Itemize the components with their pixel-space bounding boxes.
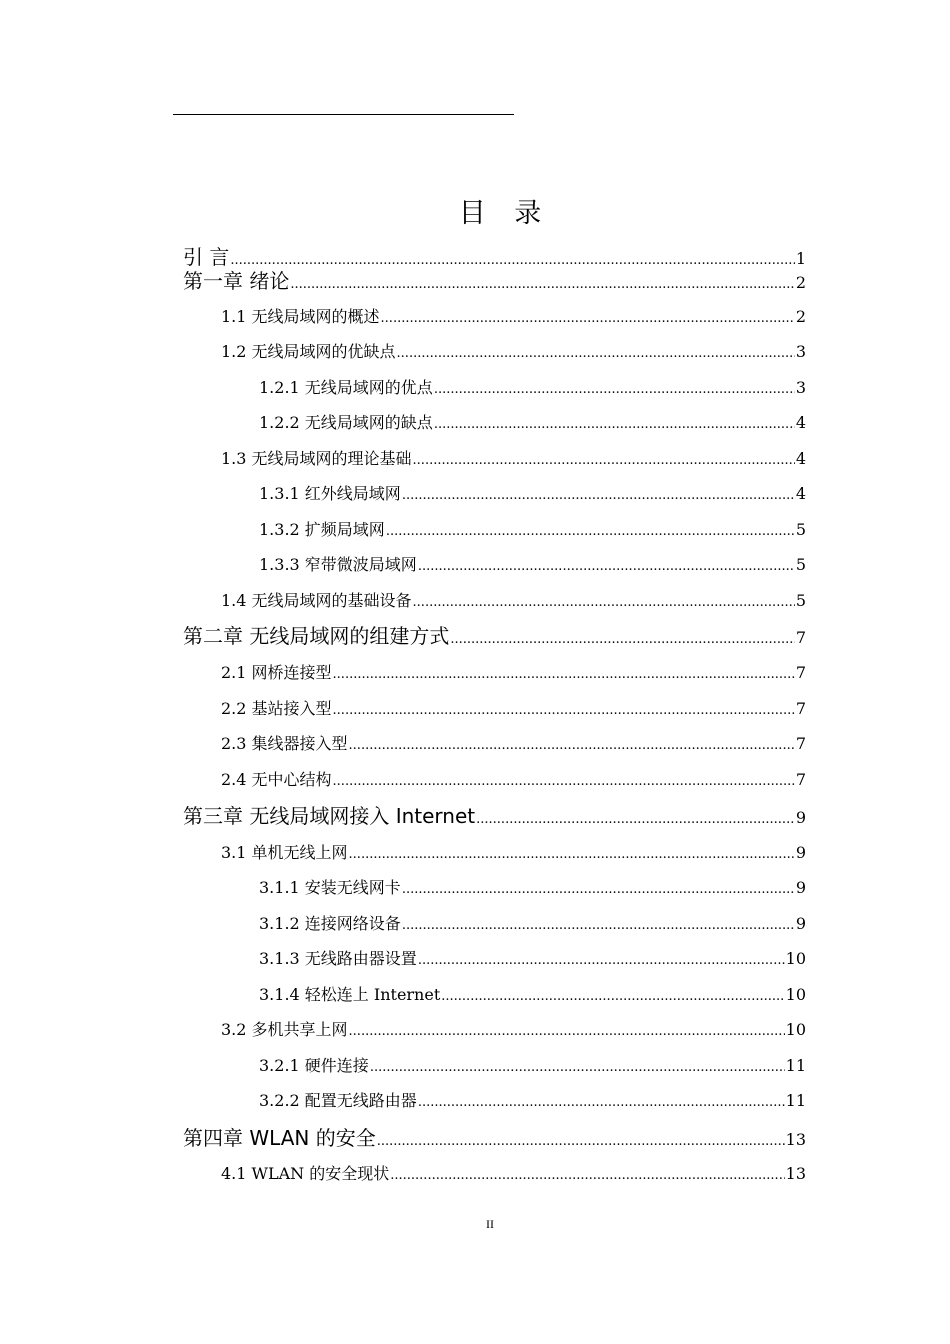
toc-entry-text: 2.4 无中心结构 bbox=[221, 770, 332, 789]
toc-entry[interactable] bbox=[259, 375, 806, 398]
toc-entry-text: 3.2.1 硬件连接 bbox=[259, 1056, 369, 1075]
toc-entry-page: 5 bbox=[795, 555, 806, 574]
toc-dot-leader bbox=[397, 346, 795, 361]
toc-dot-leader bbox=[377, 1134, 785, 1149]
toc-entry-page: 9 bbox=[795, 808, 806, 827]
toc-entry-text: 3.1.4 轻松连上 Internet bbox=[259, 985, 441, 1004]
page-number: II bbox=[486, 1217, 494, 1231]
toc-entry[interactable] bbox=[221, 588, 806, 611]
toc-entry-page: 11 bbox=[785, 1056, 806, 1075]
toc-entry-page: 4 bbox=[795, 413, 806, 432]
toc-entry-page: 7 bbox=[795, 663, 806, 682]
toc-entry-page: 9 bbox=[795, 843, 806, 862]
toc-entry-text: 2.1 网桥连接型 bbox=[221, 663, 332, 682]
toc-dot-leader bbox=[390, 1168, 784, 1183]
toc-dot-leader bbox=[418, 1095, 785, 1110]
toc-dot-leader bbox=[386, 524, 795, 539]
toc-entry-text: 3.2.2 配置无线路由器 bbox=[259, 1091, 417, 1110]
toc-entry[interactable] bbox=[259, 946, 806, 969]
toc-entry-text: 3.1.1 安装无线网卡 bbox=[259, 878, 401, 897]
toc-entry-text: 1.3 无线局域网的理论基础 bbox=[221, 449, 412, 468]
toc-dot-leader bbox=[434, 417, 795, 432]
toc-entry-text: 4.1 WLAN 的安全现状 bbox=[221, 1164, 390, 1183]
toc-dot-leader bbox=[402, 488, 795, 503]
toc-entry[interactable] bbox=[183, 800, 806, 829]
toc-entry[interactable] bbox=[183, 265, 806, 294]
toc-entry[interactable] bbox=[183, 620, 806, 649]
toc-dot-leader bbox=[441, 989, 784, 1004]
toc-dot-leader bbox=[370, 1060, 785, 1075]
toc-entry-page: 7 bbox=[795, 628, 806, 647]
toc-entry-page: 4 bbox=[795, 449, 806, 468]
toc-dot-leader bbox=[333, 667, 795, 682]
toc-dot-leader bbox=[413, 595, 795, 610]
toc-dot-leader bbox=[349, 847, 795, 862]
toc-entry[interactable] bbox=[221, 767, 806, 790]
toc-title: 目 录 bbox=[458, 198, 552, 229]
toc-dot-leader bbox=[333, 703, 795, 718]
toc-entry[interactable] bbox=[259, 410, 806, 433]
toc-entry[interactable] bbox=[221, 304, 806, 327]
toc-entry-text: 1.3.2 扩频局域网 bbox=[259, 520, 385, 539]
toc-entry-text: 1.2.2 无线局域网的缺点 bbox=[259, 413, 433, 432]
toc-entry[interactable] bbox=[259, 481, 806, 504]
toc-entry[interactable] bbox=[183, 1122, 806, 1151]
toc-entry-page: 5 bbox=[795, 591, 806, 610]
toc-entry-text: 第四章 WLAN 的安全 bbox=[183, 1126, 376, 1150]
toc-entry-page: 3 bbox=[795, 378, 806, 397]
toc-entry[interactable] bbox=[221, 731, 806, 754]
toc-entry-text: 3.1 单机无线上网 bbox=[221, 843, 348, 862]
toc-entry-page: 7 bbox=[795, 770, 806, 789]
toc-entry-text: 1.3.1 红外线局域网 bbox=[259, 484, 401, 503]
toc-entry-text: 1.3.3 窄带微波局域网 bbox=[259, 555, 417, 574]
toc-entry-text: 2.2 基站接入型 bbox=[221, 699, 332, 718]
toc-entry-page: 7 bbox=[795, 734, 806, 753]
toc-entry[interactable] bbox=[221, 1017, 806, 1040]
toc-entry[interactable] bbox=[221, 1161, 806, 1184]
toc-entry-page: 2 bbox=[795, 307, 806, 326]
toc-entry[interactable] bbox=[259, 517, 806, 540]
toc-entry-page: 7 bbox=[795, 699, 806, 718]
toc-entry-page: 1 bbox=[795, 249, 806, 268]
toc-dot-leader bbox=[450, 632, 794, 647]
toc-entry-page: 5 bbox=[795, 520, 806, 539]
toc-entry[interactable] bbox=[259, 1088, 806, 1111]
toc-entry-page: 3 bbox=[795, 342, 806, 361]
toc-dot-leader bbox=[381, 311, 795, 326]
toc-entry-page: 10 bbox=[785, 985, 806, 1004]
toc-entry-text: 3.1.3 无线路由器设置 bbox=[259, 949, 417, 968]
toc-entry-page: 9 bbox=[795, 914, 806, 933]
toc-entry[interactable] bbox=[221, 446, 806, 469]
toc-dot-leader bbox=[434, 382, 795, 397]
toc-entry-page: 11 bbox=[785, 1091, 806, 1110]
toc-dot-leader bbox=[349, 738, 795, 753]
toc-entry-text: 第三章 无线局域网接入 Internet bbox=[183, 804, 476, 828]
toc-entry-page: 9 bbox=[795, 878, 806, 897]
toc-dot-leader bbox=[418, 559, 795, 574]
toc-entry-text: 引 言 bbox=[183, 245, 230, 269]
toc-dot-leader bbox=[476, 812, 795, 827]
toc-entry[interactable] bbox=[259, 875, 806, 898]
toc-dot-leader bbox=[333, 774, 795, 789]
toc-dot-leader bbox=[418, 953, 785, 968]
toc-dot-leader bbox=[290, 277, 794, 292]
toc-entry[interactable] bbox=[221, 696, 806, 719]
toc-entry-page: 10 bbox=[785, 1020, 806, 1039]
toc-entry-text: 1.4 无线局域网的基础设备 bbox=[221, 591, 412, 610]
toc-dot-leader bbox=[413, 453, 795, 468]
toc-entry-page: 10 bbox=[785, 949, 806, 968]
toc-entry[interactable] bbox=[221, 660, 806, 683]
toc-entry-text: 第二章 无线局域网的组建方式 bbox=[183, 624, 450, 648]
toc-entry-text: 第一章 绪论 bbox=[183, 269, 290, 293]
toc-entry-text: 1.2.1 无线局域网的优点 bbox=[259, 378, 433, 397]
toc-entry[interactable] bbox=[259, 911, 806, 934]
toc-entry[interactable] bbox=[221, 339, 806, 362]
toc-entry-page: 2 bbox=[795, 273, 806, 292]
toc-entry[interactable] bbox=[221, 840, 806, 863]
toc-entry-text: 1.2 无线局域网的优缺点 bbox=[221, 342, 396, 361]
toc-dot-leader bbox=[402, 882, 795, 897]
toc-dot-leader bbox=[349, 1024, 785, 1039]
toc-entry-text: 3.1.2 连接网络设备 bbox=[259, 914, 401, 933]
toc-entry-text: 3.2 多机共享上网 bbox=[221, 1020, 348, 1039]
toc-entry-text: 2.3 集线器接入型 bbox=[221, 734, 348, 753]
toc-entry[interactable] bbox=[259, 552, 806, 575]
toc-entry[interactable] bbox=[259, 1053, 806, 1076]
toc-dot-leader bbox=[402, 918, 795, 933]
toc-entry-page: 13 bbox=[785, 1130, 806, 1149]
toc-entry[interactable] bbox=[259, 982, 806, 1005]
toc-entry-page: 13 bbox=[785, 1164, 806, 1183]
toc-entry-page: 4 bbox=[795, 484, 806, 503]
toc-entry-text: 1.1 无线局域网的概述 bbox=[221, 307, 380, 326]
